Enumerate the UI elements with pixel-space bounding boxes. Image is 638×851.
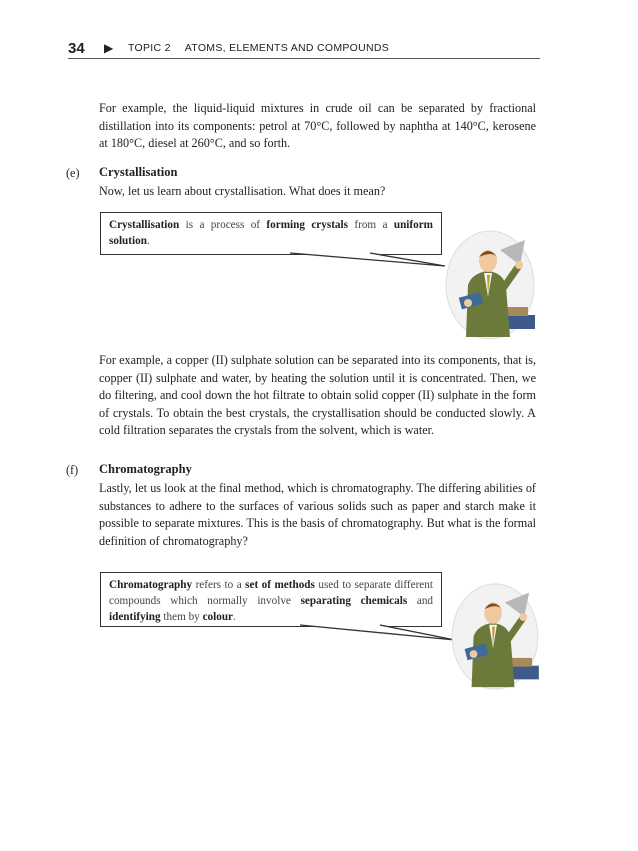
section-e-heading: Crystallisation	[99, 165, 178, 179]
speech-bubble-tail	[300, 624, 460, 646]
teacher-illustration	[440, 225, 540, 343]
definition-text: from a	[348, 219, 394, 231]
definition-key: colour	[202, 611, 234, 623]
crystallisation-example-paragraph: For example, a copper (II) sulphate solution can be separated into its components, that is, copper (II) sulphate and water, by heating the solution until it is concentrated. Then, we do filtering, and cool down the hot filtrate to obtain solid copper (II) sulphate in the form of crystals. To obtain the best crystals, the crystallisation should be conducted slowly. A cold filtration separates the crystals from the solvent, which is water.	[99, 353, 536, 437]
crystallisation-definition-box	[100, 212, 442, 255]
section-f-heading: Chromatography	[99, 462, 192, 476]
speech-bubble-tail	[290, 252, 450, 272]
definition-text: and	[407, 595, 434, 607]
page-number: 34	[68, 40, 85, 57]
definition-term: Chromatography	[109, 579, 193, 591]
section-f-marker: (f)	[66, 463, 79, 477]
topic-label: TOPIC 2	[128, 42, 171, 54]
definition-key: set of methods	[245, 579, 315, 591]
definition-key: forming crystals	[266, 219, 348, 231]
definition-text: is a process of	[179, 219, 267, 231]
section-e-question: Now, let us learn about crystallisation. What does it mean?	[99, 184, 386, 198]
page-header	[68, 38, 540, 58]
header-rule	[68, 58, 540, 59]
chromatography-definition-box	[100, 572, 442, 627]
definition-key: uniform solution	[109, 219, 433, 247]
intro-paragraph: For example, the liquid-liquid mixtures in crude oil can be separated by fractional distillation into its components: petrol at 70°C, followed by naphtha at 140°C, kerosene at 180°C, diesel at 260°C, and so forth.	[99, 101, 536, 150]
running-title	[128, 42, 389, 54]
definition-term: Crystallisation	[109, 219, 180, 231]
definition-key: identifying	[109, 611, 161, 623]
definition-key: separating chemicals	[300, 595, 408, 607]
section-e-marker: (e)	[66, 166, 80, 180]
definition-text: used to separate different compounds which normally involve	[109, 579, 433, 607]
definition-text: .	[146, 235, 150, 247]
definition-text: refers to a	[192, 579, 246, 591]
definition-text: .	[233, 611, 236, 623]
topic-title: ATOMS, ELEMENTS AND COMPOUNDS	[184, 42, 390, 54]
definition-text: them by	[160, 611, 203, 623]
chromatography-paragraph: Lastly, let us look at the final method, which is chromatography. The differing abilities of substances to adhere to the surfaces of various solids such as paper and starch make it possible to separate mixtures. This is the basis of chromatography. But what is the formal definition of chromatography?	[99, 481, 536, 548]
teacher-illustration	[445, 578, 545, 693]
arrow-right-icon: ▶	[104, 41, 114, 55]
